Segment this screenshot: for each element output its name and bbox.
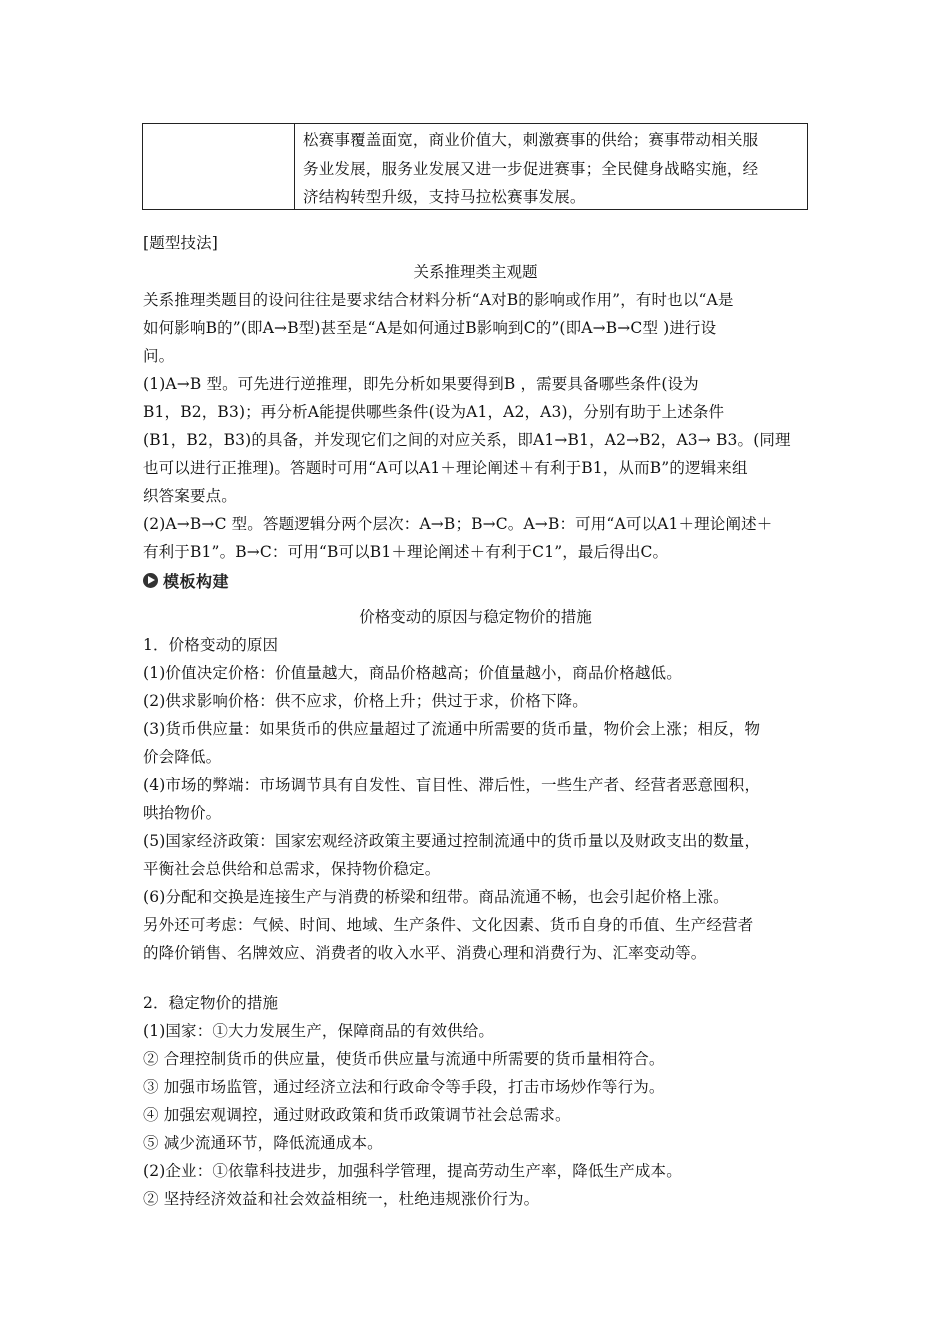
section-heading: [143, 568, 229, 592]
paragraph-line: B1，B2，B3)；再分析A能提供哪些条件(设为A1，A2，A3)，分别有助于上述条件: [143, 403, 725, 421]
subheading: 2．稳定物价的措施: [143, 994, 279, 1012]
section-heading-label: 模板构建: [163, 571, 230, 591]
list-item: ④ 加强宏观调控，通过财政政策和货币政策调节社会总需求。: [143, 1106, 571, 1124]
paragraph-line: (1)A→B 型。可先进行逆推理，即先分析如果要得到B ，需要具备哪些条件(设为: [143, 375, 699, 393]
paragraph-line: 问。: [143, 347, 175, 365]
table-cell-line: 务业发展，服务业发展又进一步促进赛事；全民健身战略实施，经: [303, 159, 759, 178]
table-cell-left: [143, 124, 295, 209]
list-item: (5)国家经济政策：国家宏观经济政策主要通过控制流通中的货币量以及财政支出的数量，: [143, 832, 761, 850]
paragraph-line: (2)A→B→C 型。答题逻辑分两个层次：A→B；B→C。A→B：可用“A可以A1＋理论阐述＋: [143, 515, 773, 533]
paragraph-line: 关系推理类题目的设问往往是要求结合材料分析“A对B的影响或作用”，有时也以“A是: [143, 291, 734, 309]
paragraph-line: 也可以进行正推理)。答题时可用“A可以A1＋理论阐述＋有利于B1，从而B”的逻辑来组: [143, 459, 748, 477]
list-item: ③ 加强市场监管，通过经济立法和行政命令等手段，打击市场炒作等行为。: [143, 1078, 665, 1096]
paragraph-line: 织答案要点。: [143, 487, 237, 505]
paragraph-line: 有利于B1”。B→C：可用“B可以B1＋理论阐述＋有利于C1”，最后得出C。: [143, 543, 669, 561]
list-item: 价会降低。: [143, 748, 222, 766]
list-item: (6)分配和交换是连接生产与消费的桥梁和纽带。商品流通不畅，也会引起价格上涨。: [143, 888, 729, 906]
list-item: (2)供求影响价格：供不应求，价格上升；供过于求，价格下降。: [143, 692, 588, 710]
list-item: (1)价值决定价格：价值量越大，商品价格越高；价值量越小，商品价格越低。: [143, 664, 682, 682]
list-item: (3)货币供应量：如果货币的供应量超过了流通中所需要的货币量，物价会上涨；相反，物: [143, 720, 761, 738]
table-cell-line: 松赛事覆盖面宽，商业价值大，刺激赛事的供给；赛事带动相关服: [303, 131, 759, 149]
list-item: 另外还可考虑：气候、时间、地域、生产条件、文化因素、货币自身的币值、生产经营者: [143, 916, 754, 934]
paragraph-line: 如何影响B的”(即A→B型)甚至是“A是如何通过B影响到C的”(即A→B→C型 )进行设: [143, 319, 717, 337]
list-item: ② 坚持经济效益和社会效益相统一，杜绝违规涨价行为。: [143, 1190, 540, 1208]
table-fragment: [142, 123, 808, 210]
template-title: 价格变动的原因与稳定物价的措施: [359, 608, 592, 626]
table-cell-right: [295, 124, 807, 209]
list-item: (2)企业：①依靠科技进步，加强科学管理，提高劳动生产率，降低生产成本。: [143, 1162, 682, 1180]
paragraph-line: (B1，B2，B3)的具备，并发现它们之间的对应关系，即A1→B1，A2→B2，A3→ B3。(同理: [143, 431, 791, 449]
list-item: 平衡社会总供给和总需求，保持物价稳定。: [143, 860, 441, 878]
tixing-label: [题型技法]: [143, 234, 218, 252]
list-item: 的降价销售、名牌效应、消费者的收入水平、消费心理和消费行为、汇率变动等。: [143, 944, 707, 962]
tixing-title: 关系推理类主观题: [413, 263, 538, 281]
list-item: ⑤ 减少流通环节，降低流通成本。: [143, 1134, 383, 1152]
play-circle-icon: [143, 573, 158, 588]
list-item: 哄抬物价。: [143, 804, 222, 822]
table-cell-line: 济结构转型升级，支持马拉松赛事发展。: [303, 188, 586, 206]
subheading: 1．价格变动的原因: [143, 636, 279, 654]
list-item: (1)国家：①大力发展生产，保障商品的有效供给。: [143, 1022, 495, 1040]
list-item: (4)市场的弊端：市场调节具有自发性、盲目性、滞后性，一些生产者、经营者恶意囤积，: [143, 776, 761, 794]
list-item: ② 合理控制货币的供应量，使货币供应量与流通中所需要的货币量相符合。: [143, 1050, 665, 1068]
